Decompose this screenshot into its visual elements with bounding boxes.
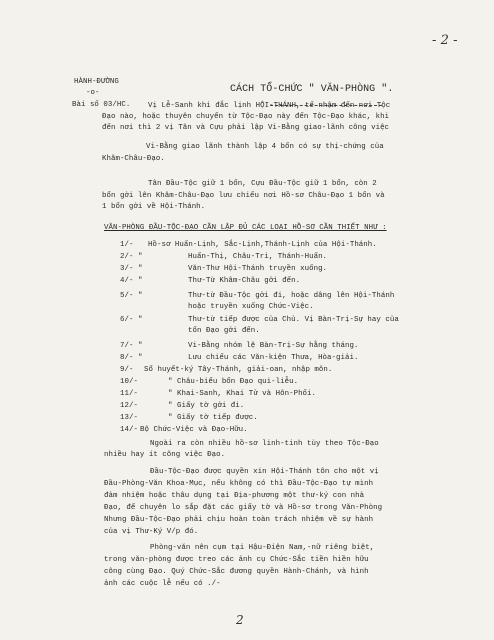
p4-line-2: nhiều hay ít công việc Đạo. [104, 451, 226, 459]
p5-line-4: Đạo, để chuyên lo sắp đặt các giấy tờ và Hồ-sơ trong Văn-Phòng [104, 504, 383, 512]
list-item: " Giấy tờ tiếp được. [168, 414, 258, 422]
office-label: HÀNH-ĐƯỜNG [74, 78, 119, 86]
list-item: " Giấy tờ gởi đi. [168, 402, 245, 410]
list-item-num: 9/- [120, 366, 134, 374]
p5-line-2: Đầu-Phòng-Văn Khoa-Mục, nếu không có thì Đầu-Tộc-Đạo tự mình [104, 480, 374, 488]
p6-line-3: công cùng Đạo. Quý Chức-Sắc đương quyền Hành-Chánh, và hình [104, 568, 369, 576]
list-item: " Châu-biểu bổn Đạo qui-liễu. [168, 378, 299, 386]
footer-mark: 2 [236, 613, 244, 627]
list-item: " Khai-Sanh, Khai Tử và Hôn-Phối. [168, 390, 317, 398]
list-item-num: 7/- " [120, 342, 143, 350]
list-item: Bộ Chức-Việc và Đạo-Hữu. [140, 426, 248, 434]
p3-line-3: 1 bổn gởi về Hội-Thánh. [102, 203, 206, 211]
p6-line-2: trong văn-phòng được treo các ảnh cụ Chức-Sắc tiền hiền hữu [104, 556, 369, 564]
list-item-num: 6/- " [120, 316, 143, 324]
list-item: Thư-từ tiếp được của Chủ. Vị Bàn-Trị-Sự hay của [188, 316, 399, 324]
list-item: Vi-Bằng nhóm lệ Bàn-Trị-Sự hằng tháng. [188, 342, 359, 350]
list-item-num: 4/- " [120, 277, 143, 285]
list-item-num: 10/- [120, 378, 138, 386]
list-item-num: 1/- [120, 241, 134, 249]
document-title: CÁCH TỔ-CHỨC " VĂN-PHÒNG ". [230, 84, 394, 95]
p3-line-2: bổn gởi lên Khâm-Châu-Đạo lưu chiếu nơi Hồ-sơ Châu-Đạo 1 bổn và [102, 192, 385, 200]
list-item-num: 13/- [120, 414, 138, 422]
office-dash: -o- [86, 89, 100, 97]
p5-line-1: Đầu-Tộc-Đạo được quyền xin Hội-Thánh tôn cho một vị [150, 468, 379, 476]
list-item-num: 14/- [120, 426, 138, 434]
p3-line-1: Tân Đầu-Tộc giữ 1 bổn, Cựu Đầu-Tộc giữ 1 bổn, còn 2 [148, 180, 377, 188]
p5-line-3: đảm nhiệm hoặc thâu dụng tại Địa-phương một thư-ký con nhà [104, 492, 365, 500]
list-item-cont: tổn Đạo gởi đến. [188, 327, 260, 335]
list-item-num: 2/- " [120, 253, 143, 261]
document-number: Bài số 03/HC. [72, 101, 131, 109]
list-item-num: 5/- " [120, 292, 143, 300]
list-item: Huấn-Thị, Châu-Tri, Thánh-Huấn. [188, 253, 328, 261]
p5-line-6: của vị Thư-Ký V/p đó. [104, 528, 199, 536]
p6-line-4: ảnh các cuộc lễ nếu có ./- [104, 580, 221, 588]
section-heading: VĂN-PHÒNG ĐẦU-TỘC-ĐẠO CẦN LẬP ĐỦ CÁC LOẠI HỒ-SƠ CẦN THIẾT NHƯ : [104, 224, 387, 232]
list-item: Thư-Từ Khâm-Châu gởi đến. [188, 277, 301, 285]
p6-line-1: Phòng-văn nên cụm tại Hậu-Điện Nam,-nữ riêng biệt, [150, 544, 375, 552]
list-item-num: 3/- " [120, 265, 143, 273]
p1-line-3: đến nơi thì 2 vị Tân và Cựu phải lập Vi-Bằng giao-lãnh công việc [102, 124, 390, 132]
p5-line-5: Nhưng Đầu-Tộc-Đạo phải chịu hoàn toàn trách nhiệm về sự hành [104, 516, 374, 524]
list-item: Văn-Thư Hội-Thánh truyền xuống. [188, 265, 328, 273]
list-item-cont: hoặc truyền xuống Chức-Việc. [188, 303, 314, 311]
p1-line-2: Đạo nào, hoặc thuyên chuyển từ Tộc-Đạo này đến Tộc-Đạo khác, khi [102, 113, 390, 121]
p2-line-1: Vi-Bằng giao lãnh thành lập 4 bổn có sự thị-chứng của [146, 143, 384, 151]
list-item-num: 12/- [120, 402, 138, 410]
p2-line-2: Khâm-Châu-Đạo. [102, 155, 165, 163]
list-item: Thư-từ Đầu-Tộc gởi đi, hoặc dâng lên Hội-Thánh [188, 292, 395, 300]
page-number: - 2 - [432, 33, 458, 48]
list-item: Hồ-sơ Huấn-Lịnh, Sắc-Lịnh,Thánh-Lịnh của Hội-Thánh. [148, 241, 377, 249]
list-item: Lưu chiếu các Văn-kiện Thưa, Hòa-giải. [188, 354, 359, 362]
list-item-num: 11/- [120, 390, 138, 398]
list-item: Sổ huyết-ký Tây-Thánh, giải-oan, nhập môn. [144, 366, 333, 374]
list-item-num: 8/- " [120, 354, 143, 362]
p1-line-1: Vị Lễ-Sanh khi đắc lịnh HỘI-THÁNH, tế nhậm đến nơi Tộc [148, 102, 391, 110]
p4-line-1: Ngoài ra còn nhiều hồ-sơ linh-tinh tùy theo Tộc-Đạo [150, 440, 379, 448]
